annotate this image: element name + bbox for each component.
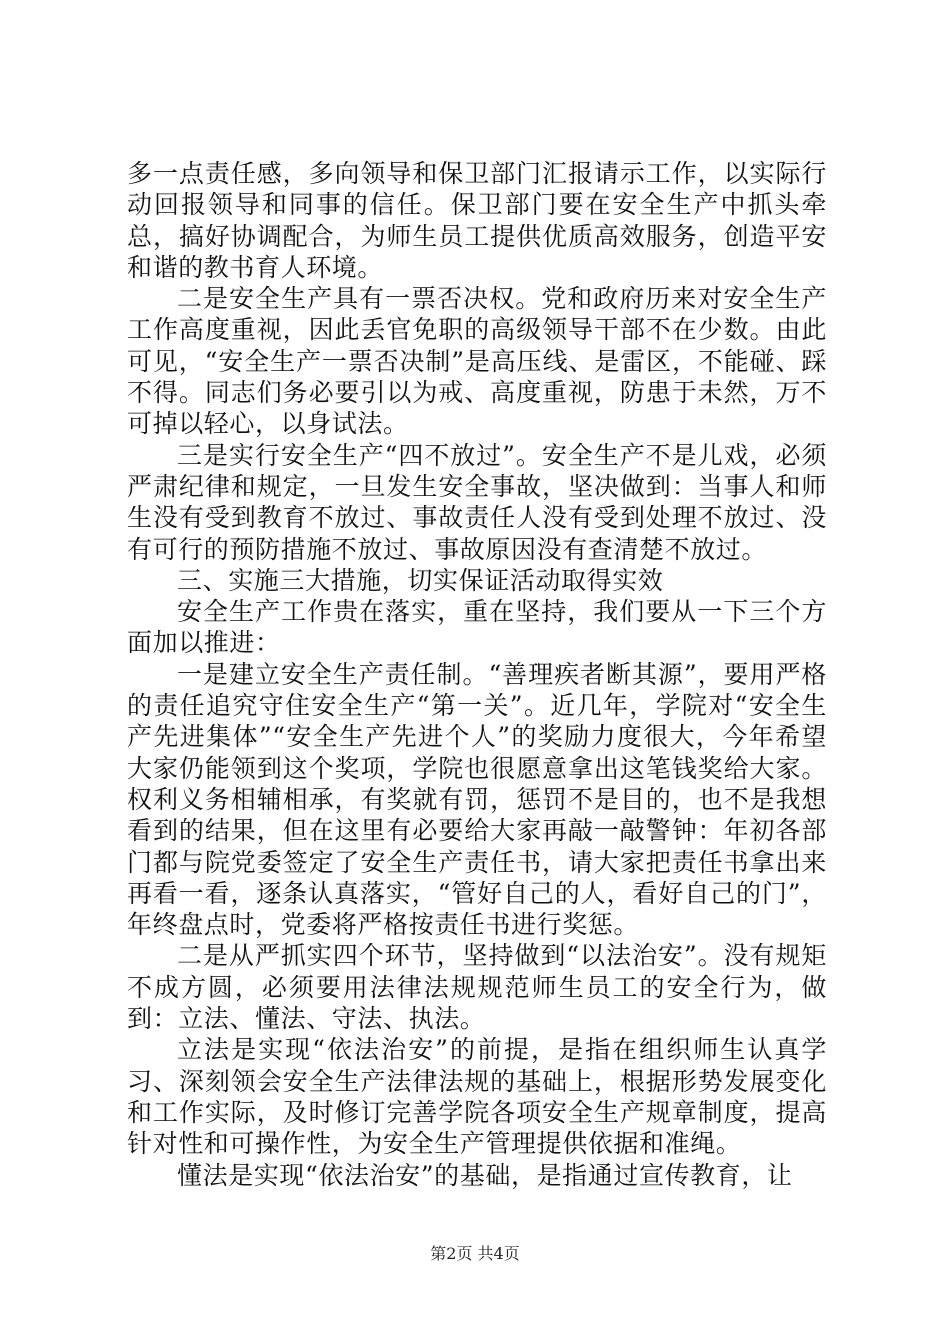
paragraph-four-links: 二是从严抓实四个环节，坚持做到“以法治安”。没有规矩不成方圆，必须要用法律法规规范师生员工的安全行为，做到：立法、懂法、守法、执法。 xyxy=(127,941,827,1034)
paragraph-implementation: 安全生产工作贵在落实，重在坚持，我们要从一下三个方面加以推进： xyxy=(127,597,827,658)
page-footer: 第2页 共4页 xyxy=(430,1244,520,1263)
section-heading-three-measures: 三、实施三大措施，切实保证活动取得实效 xyxy=(177,565,664,595)
paragraph-one-vote-veto: 二是安全生产具有一票否决权。党和政府历来对安全生产工作高度重视，因此丢官免职的高级领导干部不在少数。由此可见，“安全生产一票否决制”是高压线、是雷区，不能碰、踩不得。同志们务必要引以为戒、高度重视，防患于未然，万不可掉以轻心，以身试法。 xyxy=(127,284,827,439)
paragraph-understanding-law: 懂法是实现“依法治安”的基础，是指通过宣传教育，让 xyxy=(177,1160,793,1190)
paragraph-four-not-let-go: 三是实行安全生产“四不放过”。安全生产不是儿戏，必须严肃纪律和规定，一旦发生安全事故，坚决做到：当事人和师生没有受到教育不放过、事故责任人没有受到处理不放过、没有可行的预防措施不放过、事故原因没有查清楚不放过。 xyxy=(127,440,827,564)
paragraph-legislation: 立法是实现“依法治安”的前提，是指在组织师生认真学习、深刻领会安全生产法律法规的基础上，根据形势发展变化和工作实际，及时修订完善学院各项安全生产规章制度，提高针对性和可操作性，为安全生产管理提供依据和准绳。 xyxy=(127,1035,827,1159)
paragraph-continuation: 多一点责任感，多向领导和保卫部门汇报请示工作，以实际行动回报领导和同事的信任。保卫部门要在安全生产中抓头牵总，搞好协调配合，为师生员工提供优质高效服务，创造平安和谐的教书育人环境。 xyxy=(127,159,827,282)
document-body xyxy=(127,158,827,1191)
paragraph-responsibility-system: 一是建立安全生产责任制。“善理疾者断其源”，要用严格的责任追究守住安全生产“第一关”。近几年，学院对“安全生产先进集体”“安全生产先进个人”的奖励力度很大，今年希望大家仍能领到这个奖项，学院也很愿意拿出这笔钱奖给大家。权利义务相辅相承，有奖就有罚，惩罚不是目的，也不是我想看到的结果，但在这里有必要给大家再敲一敲警钟：年初各部门都与院党委签定了安全生产责任书，请大家把责任书拿出来再看一看，逐条认真落实，“管好自己的人，看好自己的门”，年终盘点时，党委将严格按责任书进行奖惩。 xyxy=(127,659,827,940)
